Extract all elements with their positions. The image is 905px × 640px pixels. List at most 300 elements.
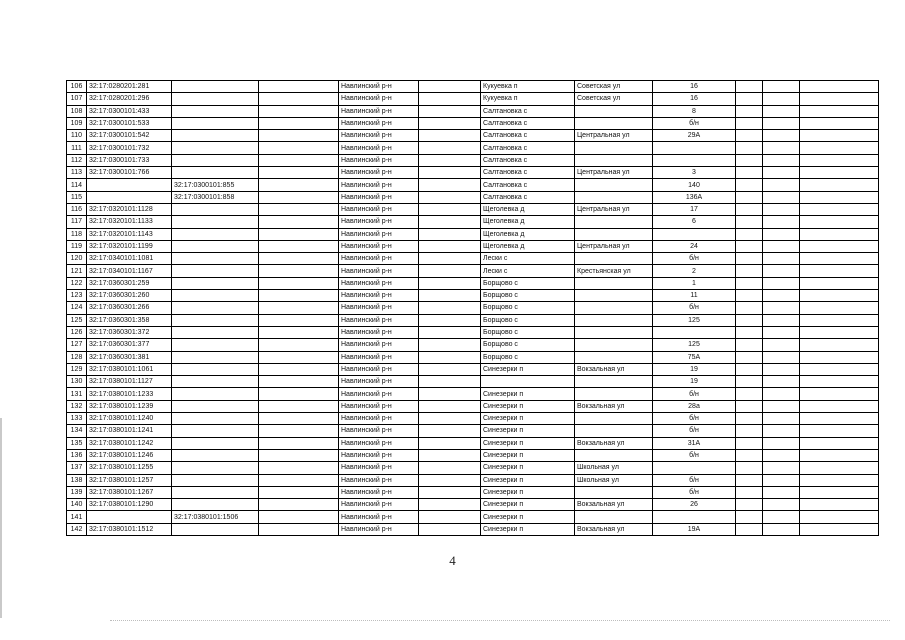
cadastral-number-cell: 32:17:0380101:1061 [87,363,172,375]
street-cell [575,191,653,203]
empty-cell [419,523,481,535]
cadastral-number-cell: 32:17:0380101:1240 [87,413,172,425]
street-cell [575,117,653,129]
empty-cell [736,449,763,461]
settlement-cell: Синезерки п [481,486,575,498]
empty-cell [419,314,481,326]
empty-cell [736,511,763,523]
empty-cell [763,130,800,142]
cadastral-number-alt-cell [172,388,259,400]
empty-cell [800,240,879,252]
district-cell: Навлинский р-н [339,499,419,511]
row-number-cell: 119 [67,240,87,252]
empty-cell [259,425,339,437]
empty-cell [736,93,763,105]
row-number-cell: 106 [67,81,87,93]
row-number-cell: 112 [67,154,87,166]
cadastral-number-cell: 32:17:0380101:1246 [87,449,172,461]
district-cell: Навлинский р-н [339,363,419,375]
settlement-cell: Лески с [481,253,575,265]
empty-cell [800,462,879,474]
cadastral-number-alt-cell [172,425,259,437]
empty-cell [259,326,339,338]
table-row [67,314,879,326]
empty-cell [763,363,800,375]
house-number-cell [653,511,736,523]
table-body [67,81,879,536]
settlement-cell: Борщово с [481,339,575,351]
district-cell: Навлинский р-н [339,265,419,277]
empty-cell [736,191,763,203]
cadastral-number-cell: 32:17:0360301:358 [87,314,172,326]
settlement-cell: Щеголевка д [481,216,575,228]
empty-cell [763,339,800,351]
table-row [67,167,879,179]
empty-cell [800,130,879,142]
empty-cell [800,302,879,314]
district-cell: Навлинский р-н [339,154,419,166]
street-cell [575,105,653,117]
house-number-cell: 136А [653,191,736,203]
street-cell: Вокзальная ул [575,499,653,511]
scan-bottom-noise [110,620,890,622]
empty-cell [763,228,800,240]
empty-cell [259,523,339,535]
street-cell [575,142,653,154]
row-number-cell: 122 [67,277,87,289]
empty-cell [419,326,481,338]
cadastral-number-alt-cell [172,253,259,265]
district-cell: Навлинский р-н [339,253,419,265]
house-number-cell: б/н [653,413,736,425]
empty-cell [259,376,339,388]
empty-cell [763,486,800,498]
empty-cell [736,400,763,412]
cadastral-number-alt-cell [172,240,259,252]
empty-cell [800,486,879,498]
scan-edge-mark [0,418,2,618]
settlement-cell: Синезерки п [481,413,575,425]
empty-cell [736,474,763,486]
settlement-cell: Салтановка с [481,130,575,142]
empty-cell [259,130,339,142]
cadastral-number-alt-cell [172,499,259,511]
empty-cell [763,240,800,252]
street-cell: Вокзальная ул [575,400,653,412]
row-number-cell: 109 [67,117,87,129]
empty-cell [259,363,339,375]
empty-cell [419,388,481,400]
empty-cell [259,81,339,93]
empty-cell [259,240,339,252]
street-cell [575,228,653,240]
empty-cell [419,253,481,265]
empty-cell [259,388,339,400]
cadastral-number-alt-cell [172,400,259,412]
row-number-cell: 140 [67,499,87,511]
empty-cell [419,130,481,142]
empty-cell [419,277,481,289]
cadastral-number-cell [87,511,172,523]
settlement-cell: Синезерки п [481,499,575,511]
empty-cell [763,523,800,535]
district-cell: Навлинский р-н [339,216,419,228]
cadastral-number-cell: 32:17:0380101:1290 [87,499,172,511]
settlement-cell: Синезерки п [481,462,575,474]
empty-cell [419,290,481,302]
street-cell: Школьная ул [575,462,653,474]
district-cell: Навлинский р-н [339,93,419,105]
table-row [67,523,879,535]
empty-cell [763,413,800,425]
cadastral-number-cell: 32:17:0300101:732 [87,142,172,154]
empty-cell [419,486,481,498]
empty-cell [800,154,879,166]
cadastral-number-cell: 32:17:0380101:1242 [87,437,172,449]
settlement-cell: Борщово с [481,302,575,314]
district-cell: Навлинский р-н [339,486,419,498]
district-cell: Навлинский р-н [339,302,419,314]
district-cell: Навлинский р-н [339,339,419,351]
empty-cell [259,290,339,302]
empty-cell [763,216,800,228]
cadastral-number-alt-cell [172,437,259,449]
street-cell [575,376,653,388]
empty-cell [736,499,763,511]
street-cell [575,511,653,523]
empty-cell [736,363,763,375]
street-cell: Советская ул [575,93,653,105]
settlement-cell: Щеголевка д [481,203,575,215]
street-cell [575,339,653,351]
empty-cell [763,388,800,400]
district-cell: Навлинский р-н [339,130,419,142]
row-number-cell: 129 [67,363,87,375]
district-cell: Навлинский р-н [339,474,419,486]
empty-cell [800,253,879,265]
house-number-cell: б/н [653,425,736,437]
district-cell: Навлинский р-н [339,179,419,191]
table-row [67,400,879,412]
house-number-cell: 75А [653,351,736,363]
cadastral-number-alt-cell [172,277,259,289]
cadastral-number-cell: 32:17:0380101:1257 [87,474,172,486]
empty-cell [800,339,879,351]
house-number-cell: 17 [653,203,736,215]
settlement-cell: Борщово с [481,326,575,338]
cadastral-number-alt-cell: 32:17:0300101:858 [172,191,259,203]
street-cell [575,253,653,265]
empty-cell [800,179,879,191]
house-number-cell: 3 [653,167,736,179]
cadastral-number-alt-cell [172,130,259,142]
empty-cell [419,105,481,117]
empty-cell [800,314,879,326]
table-row [67,154,879,166]
empty-cell [763,253,800,265]
settlement-cell: Салтановка с [481,117,575,129]
empty-cell [259,167,339,179]
empty-cell [419,413,481,425]
street-cell: Центральная ул [575,203,653,215]
row-number-cell: 127 [67,339,87,351]
house-number-cell: 2 [653,265,736,277]
row-number-cell: 130 [67,376,87,388]
cadastral-number-cell: 32:17:0280201:281 [87,81,172,93]
cadastral-number-alt-cell [172,167,259,179]
empty-cell [736,314,763,326]
row-number-cell: 141 [67,511,87,523]
empty-cell [763,179,800,191]
empty-cell [800,290,879,302]
empty-cell [736,130,763,142]
district-cell: Навлинский р-н [339,167,419,179]
street-cell: Центральная ул [575,130,653,142]
row-number-cell: 135 [67,437,87,449]
house-number-cell: 8 [653,105,736,117]
empty-cell [800,413,879,425]
row-number-cell: 120 [67,253,87,265]
house-number-cell: 26 [653,499,736,511]
district-cell: Навлинский р-н [339,81,419,93]
cadastral-number-cell: 32:17:0320101:1128 [87,203,172,215]
table-row [67,363,879,375]
empty-cell [736,216,763,228]
empty-cell [800,376,879,388]
district-cell: Навлинский р-н [339,437,419,449]
district-cell: Навлинский р-н [339,105,419,117]
cadastral-number-alt-cell [172,154,259,166]
settlement-cell [481,376,575,388]
empty-cell [736,326,763,338]
cadastral-number-cell: 32:17:0360301:381 [87,351,172,363]
empty-cell [419,425,481,437]
cadastral-number-alt-cell [172,81,259,93]
house-number-cell [653,154,736,166]
empty-cell [800,351,879,363]
row-number-cell: 136 [67,449,87,461]
cadastral-number-cell: 32:17:0340101:1167 [87,265,172,277]
table-row [67,425,879,437]
empty-cell [763,474,800,486]
house-number-cell: б/н [653,117,736,129]
district-cell: Навлинский р-н [339,228,419,240]
row-number-cell: 128 [67,351,87,363]
empty-cell [419,240,481,252]
empty-cell [800,449,879,461]
cadastral-number-alt-cell: 32:17:0300101:855 [172,179,259,191]
empty-cell [419,117,481,129]
table-row [67,240,879,252]
empty-cell [763,437,800,449]
empty-cell [259,302,339,314]
empty-cell [800,117,879,129]
house-number-cell: 19А [653,523,736,535]
settlement-cell: Щеголевка д [481,228,575,240]
empty-cell [800,511,879,523]
cadastral-number-cell: 32:17:0300101:542 [87,130,172,142]
settlement-cell: Синезерки п [481,363,575,375]
table-row [67,265,879,277]
empty-cell [259,117,339,129]
row-number-cell: 111 [67,142,87,154]
empty-cell [736,105,763,117]
empty-cell [259,511,339,523]
cadastral-number-cell: 32:17:0300101:433 [87,105,172,117]
cadastral-number-cell: 32:17:0360301:259 [87,277,172,289]
settlement-cell: Борщово с [481,277,575,289]
house-number-cell: 19 [653,363,736,375]
empty-cell [419,81,481,93]
empty-cell [736,240,763,252]
empty-cell [736,117,763,129]
empty-cell [259,154,339,166]
empty-cell [800,474,879,486]
cadastral-number-alt-cell [172,326,259,338]
table-row [67,179,879,191]
empty-cell [763,511,800,523]
row-number-cell: 113 [67,167,87,179]
empty-cell [800,203,879,215]
table-row [67,499,879,511]
row-number-cell: 115 [67,191,87,203]
cadastral-number-alt-cell [172,117,259,129]
empty-cell [763,449,800,461]
street-cell [575,351,653,363]
table-row [67,290,879,302]
street-cell [575,449,653,461]
street-cell: Вокзальная ул [575,523,653,535]
empty-cell [259,93,339,105]
empty-cell [419,511,481,523]
empty-cell [419,302,481,314]
empty-cell [763,117,800,129]
empty-cell [259,462,339,474]
cadastral-number-cell [87,179,172,191]
district-cell: Навлинский р-н [339,425,419,437]
house-number-cell: б/н [653,486,736,498]
empty-cell [763,105,800,117]
house-number-cell: 16 [653,93,736,105]
row-number-cell: 124 [67,302,87,314]
empty-cell [259,216,339,228]
settlement-cell: Синезерки п [481,511,575,523]
cadastral-number-alt-cell [172,203,259,215]
empty-cell [259,314,339,326]
settlement-cell: Салтановка с [481,167,575,179]
house-number-cell: б/н [653,388,736,400]
empty-cell [763,167,800,179]
table-row [67,351,879,363]
empty-cell [259,499,339,511]
settlement-cell: Кукуевка п [481,81,575,93]
cadastral-number-cell: 32:17:0380101:1255 [87,462,172,474]
cadastral-number-alt-cell [172,376,259,388]
street-cell [575,290,653,302]
settlement-cell: Лески с [481,265,575,277]
empty-cell [736,437,763,449]
empty-cell [763,265,800,277]
house-number-cell: 28а [653,400,736,412]
table-row [67,376,879,388]
row-number-cell: 138 [67,474,87,486]
empty-cell [259,277,339,289]
house-number-cell: б/н [653,302,736,314]
table-row [67,511,879,523]
empty-cell [736,167,763,179]
row-number-cell: 139 [67,486,87,498]
empty-cell [736,81,763,93]
empty-cell [763,499,800,511]
cadastral-number-cell: 32:17:0380101:1267 [87,486,172,498]
empty-cell [736,228,763,240]
table-row [67,326,879,338]
row-number-cell: 133 [67,413,87,425]
empty-cell [800,437,879,449]
street-cell [575,388,653,400]
empty-cell [259,413,339,425]
empty-cell [259,351,339,363]
settlement-cell: Кукуевка п [481,93,575,105]
cadastral-number-alt-cell [172,474,259,486]
street-cell [575,179,653,191]
table-row [67,216,879,228]
street-cell: Школьная ул [575,474,653,486]
table-row [67,130,879,142]
empty-cell [763,314,800,326]
row-number-cell: 142 [67,523,87,535]
empty-cell [419,449,481,461]
settlement-cell: Щеголевка д [481,240,575,252]
table-row [67,228,879,240]
empty-cell [419,437,481,449]
house-number-cell: 19 [653,376,736,388]
cadastral-number-cell: 32:17:0360301:260 [87,290,172,302]
empty-cell [800,523,879,535]
settlement-cell: Салтановка с [481,142,575,154]
district-cell: Навлинский р-н [339,117,419,129]
district-cell: Навлинский р-н [339,240,419,252]
empty-cell [259,253,339,265]
settlement-cell: Борщово с [481,290,575,302]
row-number-cell: 126 [67,326,87,338]
house-number-cell [653,462,736,474]
settlement-cell: Салтановка с [481,105,575,117]
cadastral-number-alt-cell [172,105,259,117]
empty-cell [763,191,800,203]
table-row [67,105,879,117]
cadastral-number-alt-cell [172,462,259,474]
street-cell [575,302,653,314]
empty-cell [736,253,763,265]
empty-cell [736,154,763,166]
cadastral-number-alt-cell [172,142,259,154]
empty-cell [763,400,800,412]
house-number-cell: б/н [653,449,736,461]
empty-cell [259,339,339,351]
settlement-cell: Синезерки п [481,449,575,461]
empty-cell [419,167,481,179]
table-row [67,191,879,203]
cadastral-number-alt-cell [172,351,259,363]
cadastral-number-alt-cell [172,449,259,461]
empty-cell [763,302,800,314]
street-cell: Центральная ул [575,240,653,252]
cadastral-number-cell: 32:17:0360301:377 [87,339,172,351]
settlement-cell: Синезерки п [481,388,575,400]
cadastral-number-alt-cell [172,314,259,326]
street-cell: Центральная ул [575,167,653,179]
